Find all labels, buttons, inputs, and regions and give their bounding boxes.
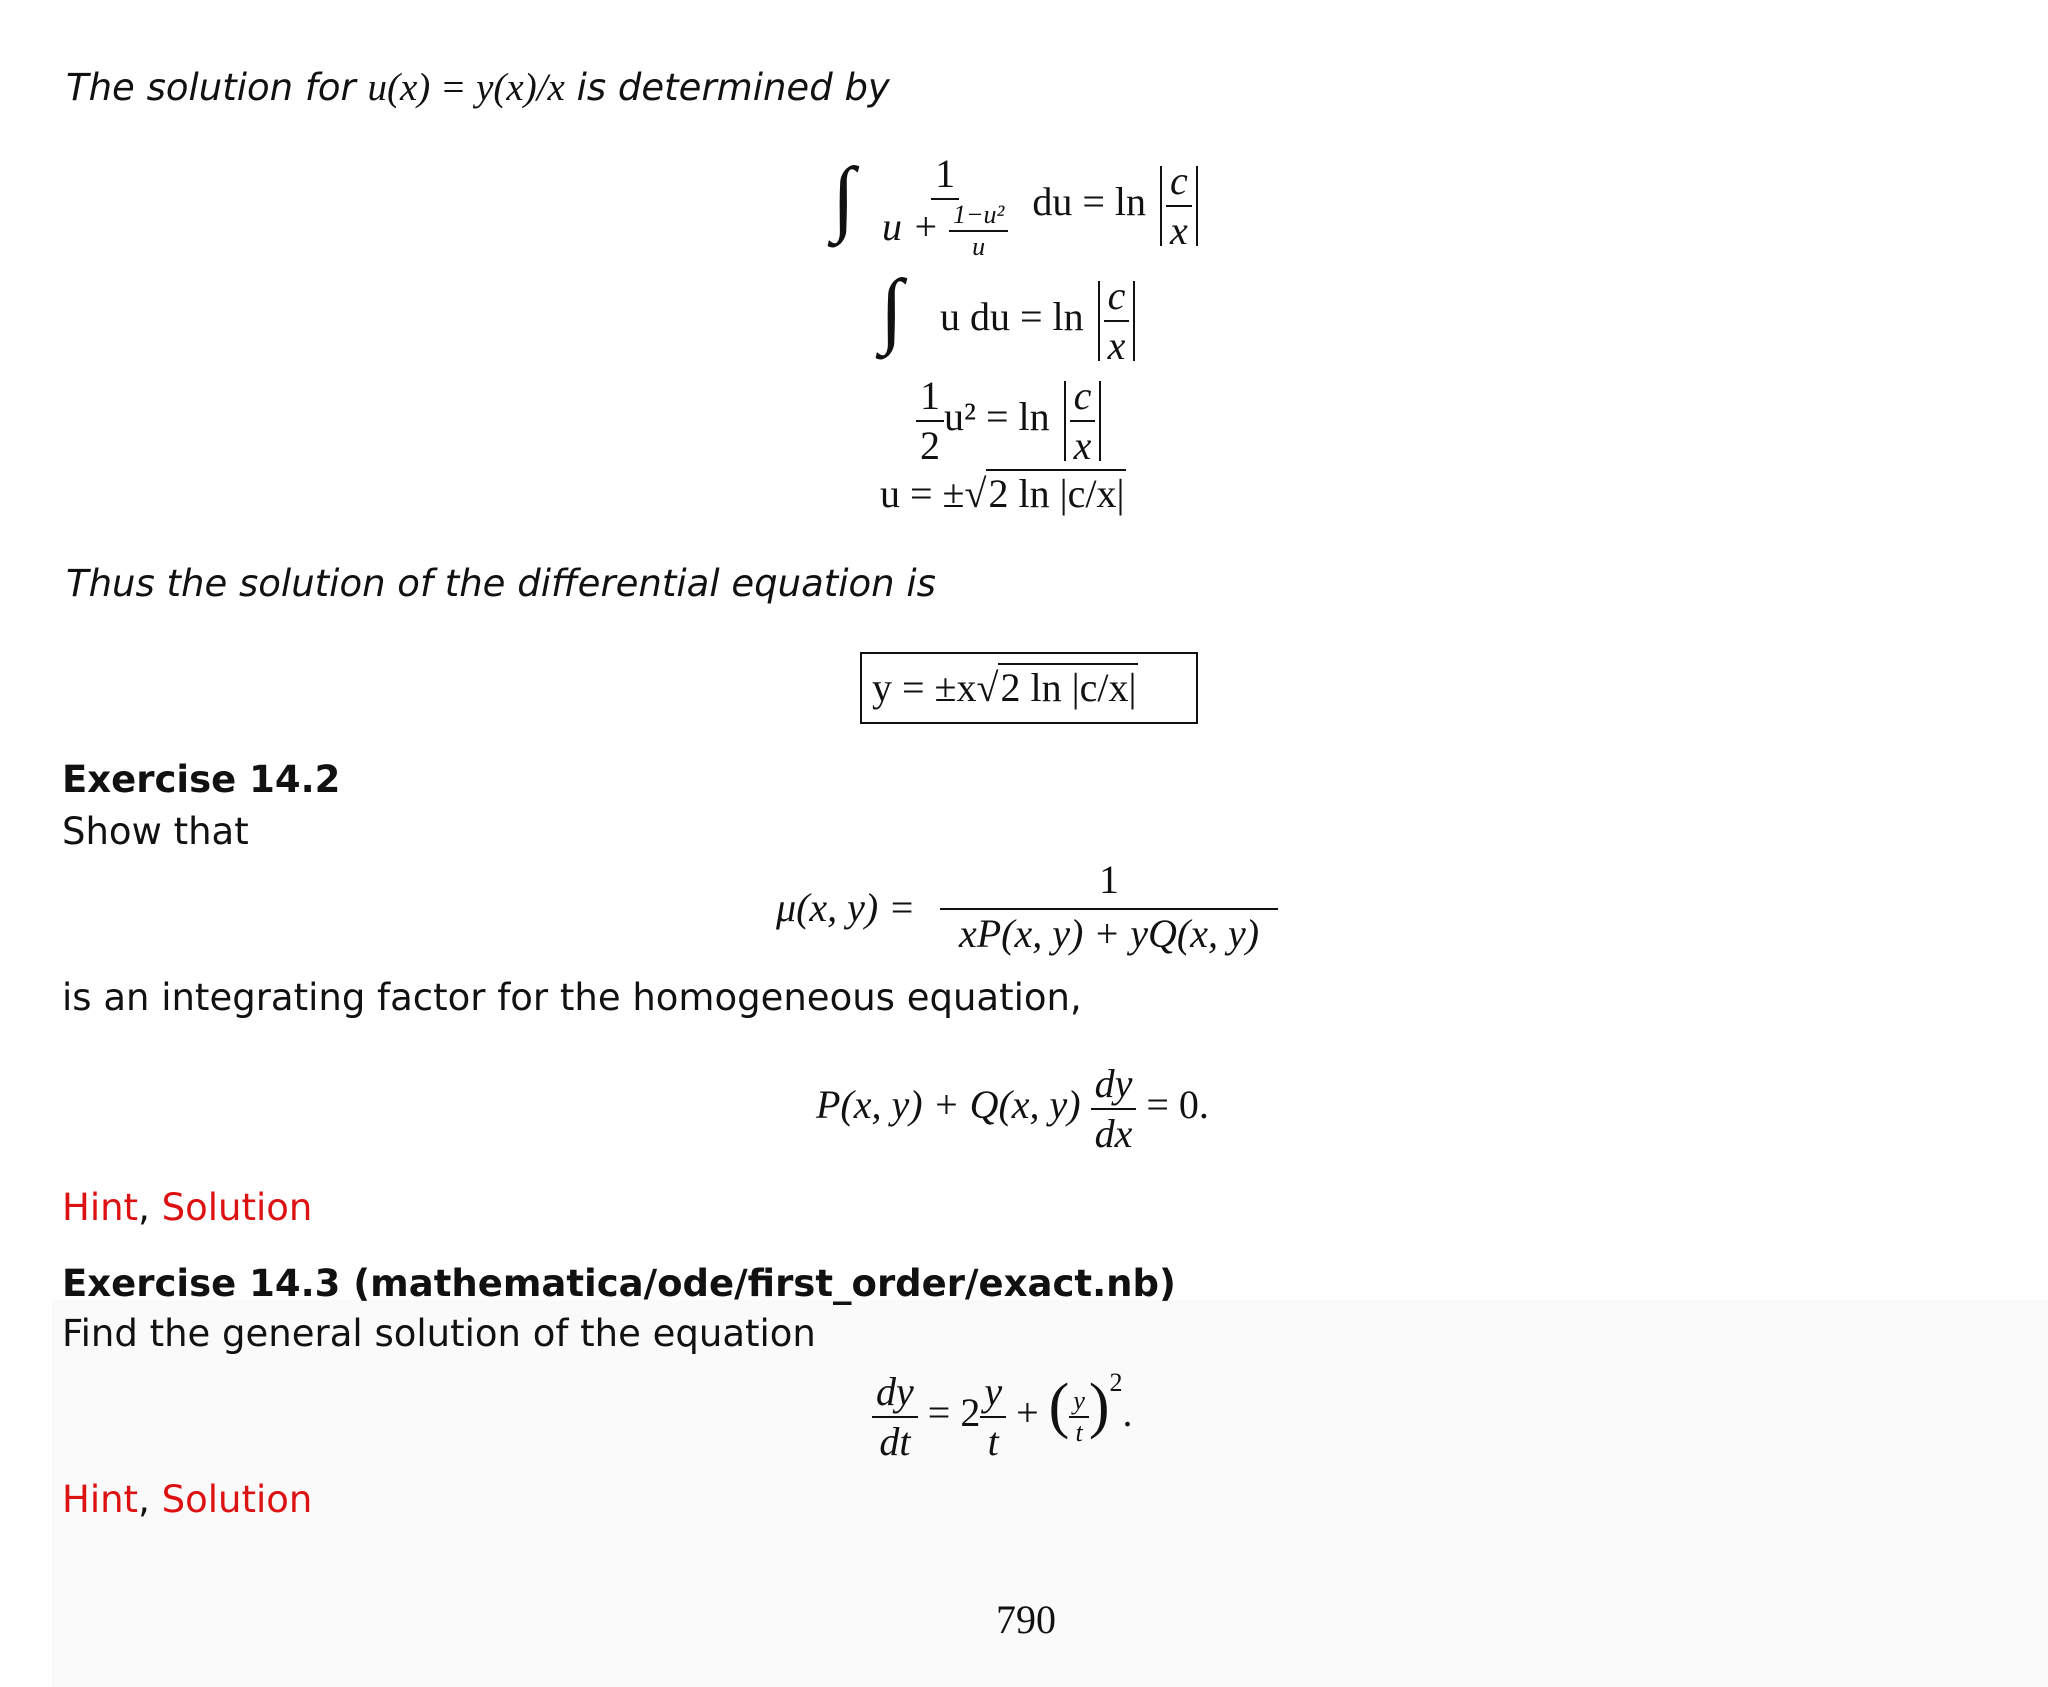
solution-link[interactable]: Solution [161,1186,313,1229]
mu-numerator: 1 [940,856,1278,910]
y-over-t-small [1069,1386,1089,1448]
integral-sign-1: ∫ [832,151,856,244]
dy-dx [1091,1060,1137,1158]
intro-line [66,66,890,110]
derivation-line-2 [940,272,1139,370]
link-separator: , [138,1186,150,1229]
mu-denominator: xP(x, y) + yQ(x, y) [958,911,1260,956]
frac-c: c [1070,372,1096,422]
line1-inner-fraction [949,200,1008,262]
dy: dy [1091,1060,1137,1110]
abs-bar [1160,166,1162,246]
eq-lhs: P(x, y) + Q(x, y) [816,1082,1081,1128]
left-paren: ( [1048,1372,1070,1441]
right-paren: ) [1088,1372,1110,1441]
derivation-line-1 [878,150,1202,262]
line1-inner-num: 1−u² [949,200,1008,232]
intro-text-after: is determined by [564,66,890,109]
t: t [1075,1418,1083,1447]
exercise-14-3-prompt: Find the general solution of the equation [62,1312,816,1355]
page-number: 790 [996,1597,1056,1642]
exercise-14-2-links [62,1186,312,1230]
frac-x: x [1073,423,1092,468]
line1-numerator: 1 [931,150,959,200]
line4-root: 2 ln |c/x| [988,471,1125,516]
sqrt-sign: √ [964,471,987,516]
abs-bar [1099,381,1101,461]
line4-lhs: u = ± [880,471,965,516]
abs-bar [1133,281,1135,361]
line3-num: 1 [916,372,944,422]
mu-lhs-text: μ(x, y) = [776,885,916,930]
frac-c: c [1166,157,1192,207]
exercise-14-3-links [62,1478,312,1522]
thus-line: Thus the solution of the differential equation is [66,562,936,605]
plus: + [1016,1390,1039,1436]
y: y [1069,1386,1089,1418]
square-exponent: 2 [1109,1368,1123,1397]
mu-lhs [776,884,915,932]
link-separator: , [138,1478,150,1521]
t: t [987,1419,999,1464]
integral-sign-2: ∫ [880,263,904,356]
hint-link[interactable]: Hint [62,1478,139,1521]
derivation-line-4 [880,470,1126,518]
line1-den-prefix: u + [882,204,939,250]
frac-c: c [1104,272,1130,322]
eq-rhs: = 0. [1146,1082,1209,1128]
eq-mid: = 2 [927,1390,981,1436]
riccati-equation [872,1368,1133,1466]
boxed-solution-text [872,664,1138,712]
line3-half [916,372,944,470]
line1-rhs: du = ln [1032,179,1147,225]
frac-x: x [1170,208,1188,253]
line1-denominator [878,200,1012,262]
dy-dt [872,1368,918,1466]
exercise-14-2-title: Exercise 14.2 [62,758,341,801]
line3-den: 2 [920,423,940,468]
y: y [980,1368,1006,1418]
line1-inner-den: u [972,232,986,261]
line2-lhs: u du = ln [940,294,1084,340]
exercise-14-3-title: Exercise 14.3 (mathematica/ode/first_order/exact.nb) [62,1262,1176,1305]
abs-bar [1098,281,1100,361]
boxed-prefix: y = ±x [872,665,977,710]
sqrt-sign: √ [976,665,999,710]
abs-bar [1196,166,1198,246]
y-over-t [980,1368,1006,1466]
hint-link[interactable]: Hint [62,1186,139,1229]
exercise-14-2-after: is an integrating factor for the homogeneous equation, [62,976,1082,1019]
intro-text-before: The solution for [66,66,368,109]
exercise-14-2-prompt: Show that [62,810,249,853]
mu-frac [940,856,1278,958]
intro-math: u(x) = y(x)/x [367,66,565,109]
dx: dx [1094,1111,1133,1156]
derivation-line-3 [916,372,1105,470]
eq-end: . [1122,1390,1133,1436]
line1-fraction [878,150,1012,262]
boxed-root: 2 ln |c/x| [1000,665,1137,710]
mu-fraction [940,856,1278,958]
solution-link[interactable]: Solution [161,1478,313,1521]
dt: dt [879,1419,911,1464]
abs-bar [1064,381,1066,461]
line3-lhs: u² = ln [944,394,1050,440]
line1-c-over-x [1166,157,1192,255]
homogeneous-equation [816,1060,1209,1158]
line3-c-over-x [1070,372,1096,470]
line2-c-over-x [1104,272,1130,370]
frac-x: x [1107,323,1126,368]
dy: dy [872,1368,918,1418]
